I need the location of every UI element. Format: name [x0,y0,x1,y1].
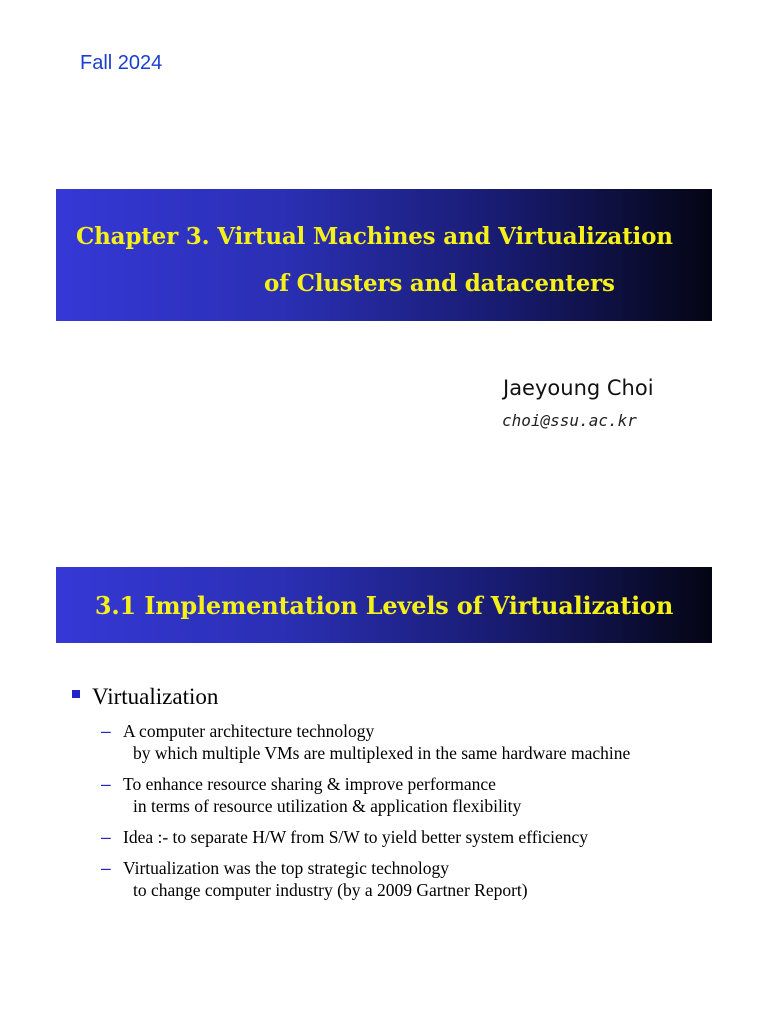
bullet-line2: by which multiple VMs are multiplexed in the same hardware machine [133,743,631,763]
dash-bullet-icon: – [101,774,111,794]
dash-bullet-icon: – [101,827,111,847]
bullet-line2: in terms of resource utilization & application flexibility [133,796,522,816]
bullet-line2: to change computer industry (by a 2009 Gartner Report) [133,880,528,900]
topic-heading [72,684,218,710]
section-title-banner [56,567,712,643]
dash-bullet-icon: – [101,858,111,878]
chapter-title-line1: Chapter 3. Virtual Machines and Virtualization [76,223,673,250]
chapter-title-banner [56,189,712,321]
author-email: choi@ssu.ac.kr [502,411,637,430]
list-item [101,857,630,901]
list-item [101,720,630,764]
bullet-line1: To enhance resource sharing & improve performance [123,774,496,794]
square-bullet-icon [72,690,80,698]
dash-bullet-icon: – [101,721,111,741]
bullet-line1: Virtualization was the top strategic technology [123,858,450,878]
list-item [101,826,630,848]
bullet-line1: A computer architecture technology [123,721,375,741]
topic-label: Virtualization [92,684,219,709]
semester-label: Fall 2024 [80,52,163,74]
chapter-title-line2: of Clusters and datacenters [264,270,615,297]
section-title: 3.1 Implementation Levels of Virtualization [94,591,674,620]
bullet-line1: Idea :- to separate H/W from S/W to yield better system efficiency [123,827,589,847]
bullet-list [101,720,630,910]
list-item [101,773,630,817]
author-name: Jaeyoung Choi [503,376,654,400]
